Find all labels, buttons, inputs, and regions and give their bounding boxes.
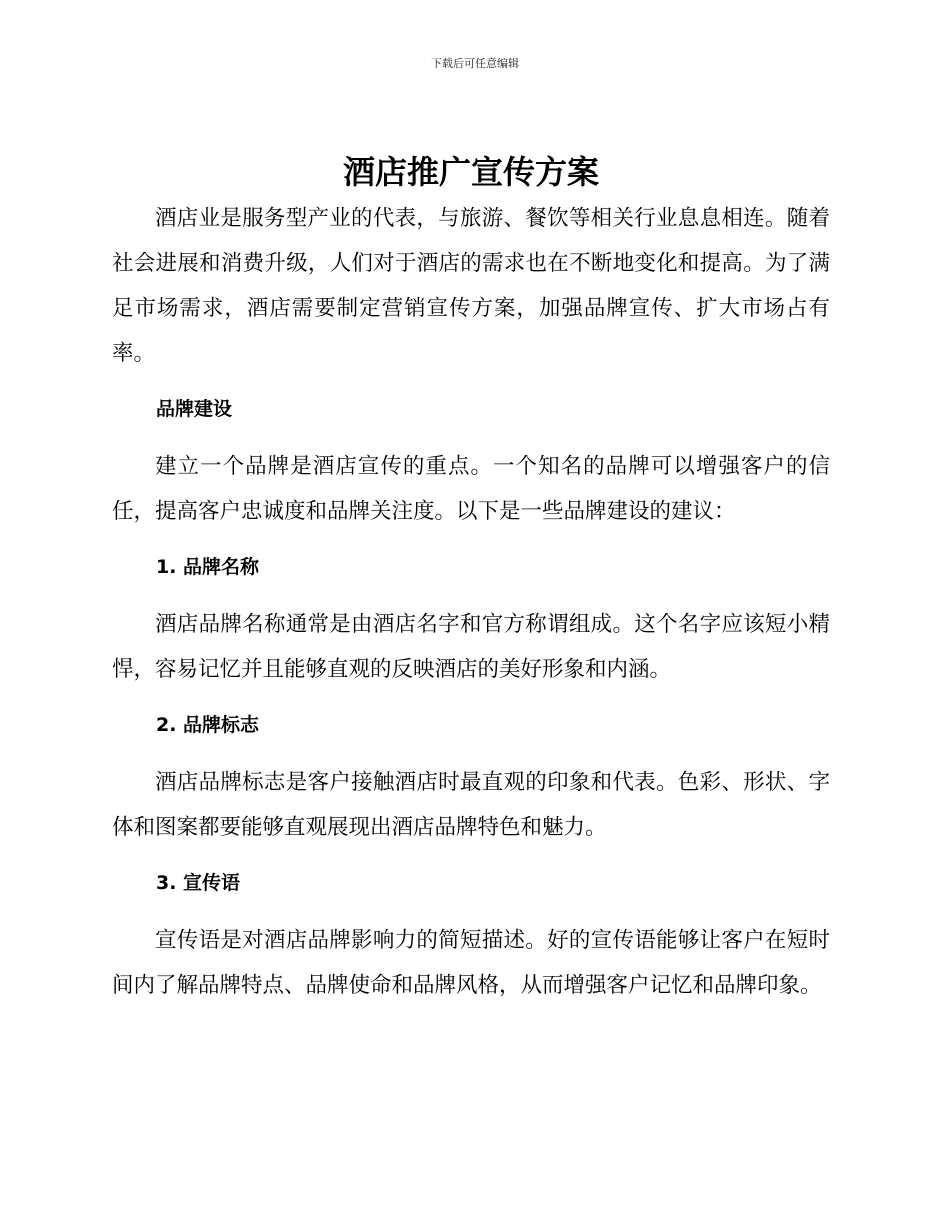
section-heading-brand-building: 品牌建设 — [156, 398, 233, 420]
document-content — [112, 148, 830, 1008]
header-note: 下载后可任意编辑 — [431, 57, 519, 70]
section-body-slogan: 宣传语是对酒店品牌影响力的简短描述。好的宣传语能够让客户在短时间内了解品牌特点、品牌使命和品牌风格，从而增强客户记忆和品牌印象。 — [112, 928, 830, 998]
section-body-brand-building: 建立一个品牌是酒店宣传的重点。一个知名的品牌可以增强客户的信任，提高客户忠诚度和品牌关注度。以下是一些品牌建设的建议： — [112, 454, 830, 524]
intro-paragraph: 酒店业是服务型产业的代表，与旅游、餐饮等相关行业息息相连。随着社会进展和消费升级，人们对于酒店的需求也在不断地变化和提高。为了满足市场需求，酒店需要制定营销宣传方案，加强品牌宣传、扩大市场占有率。 — [112, 206, 830, 366]
document-title: 酒店推广宣传方案 — [342, 153, 599, 191]
section-heading-brand-logo: 2. 品牌标志 — [156, 714, 260, 736]
section-body-brand-logo: 酒店品牌标志是客户接触酒店时最直观的印象和代表。色彩、形状、字体和图案都要能够直观展现出酒店品牌特色和魅力。 — [112, 770, 830, 840]
section-heading-slogan: 3. 宣传语 — [156, 872, 241, 894]
section-heading-brand-name: 1. 品牌名称 — [156, 556, 260, 578]
section-body-brand-name: 酒店品牌名称通常是由酒店名字和官方称谓组成。这个名字应该短小精悍，容易记忆并且能够直观的反映酒店的美好形象和内涵。 — [112, 612, 830, 682]
